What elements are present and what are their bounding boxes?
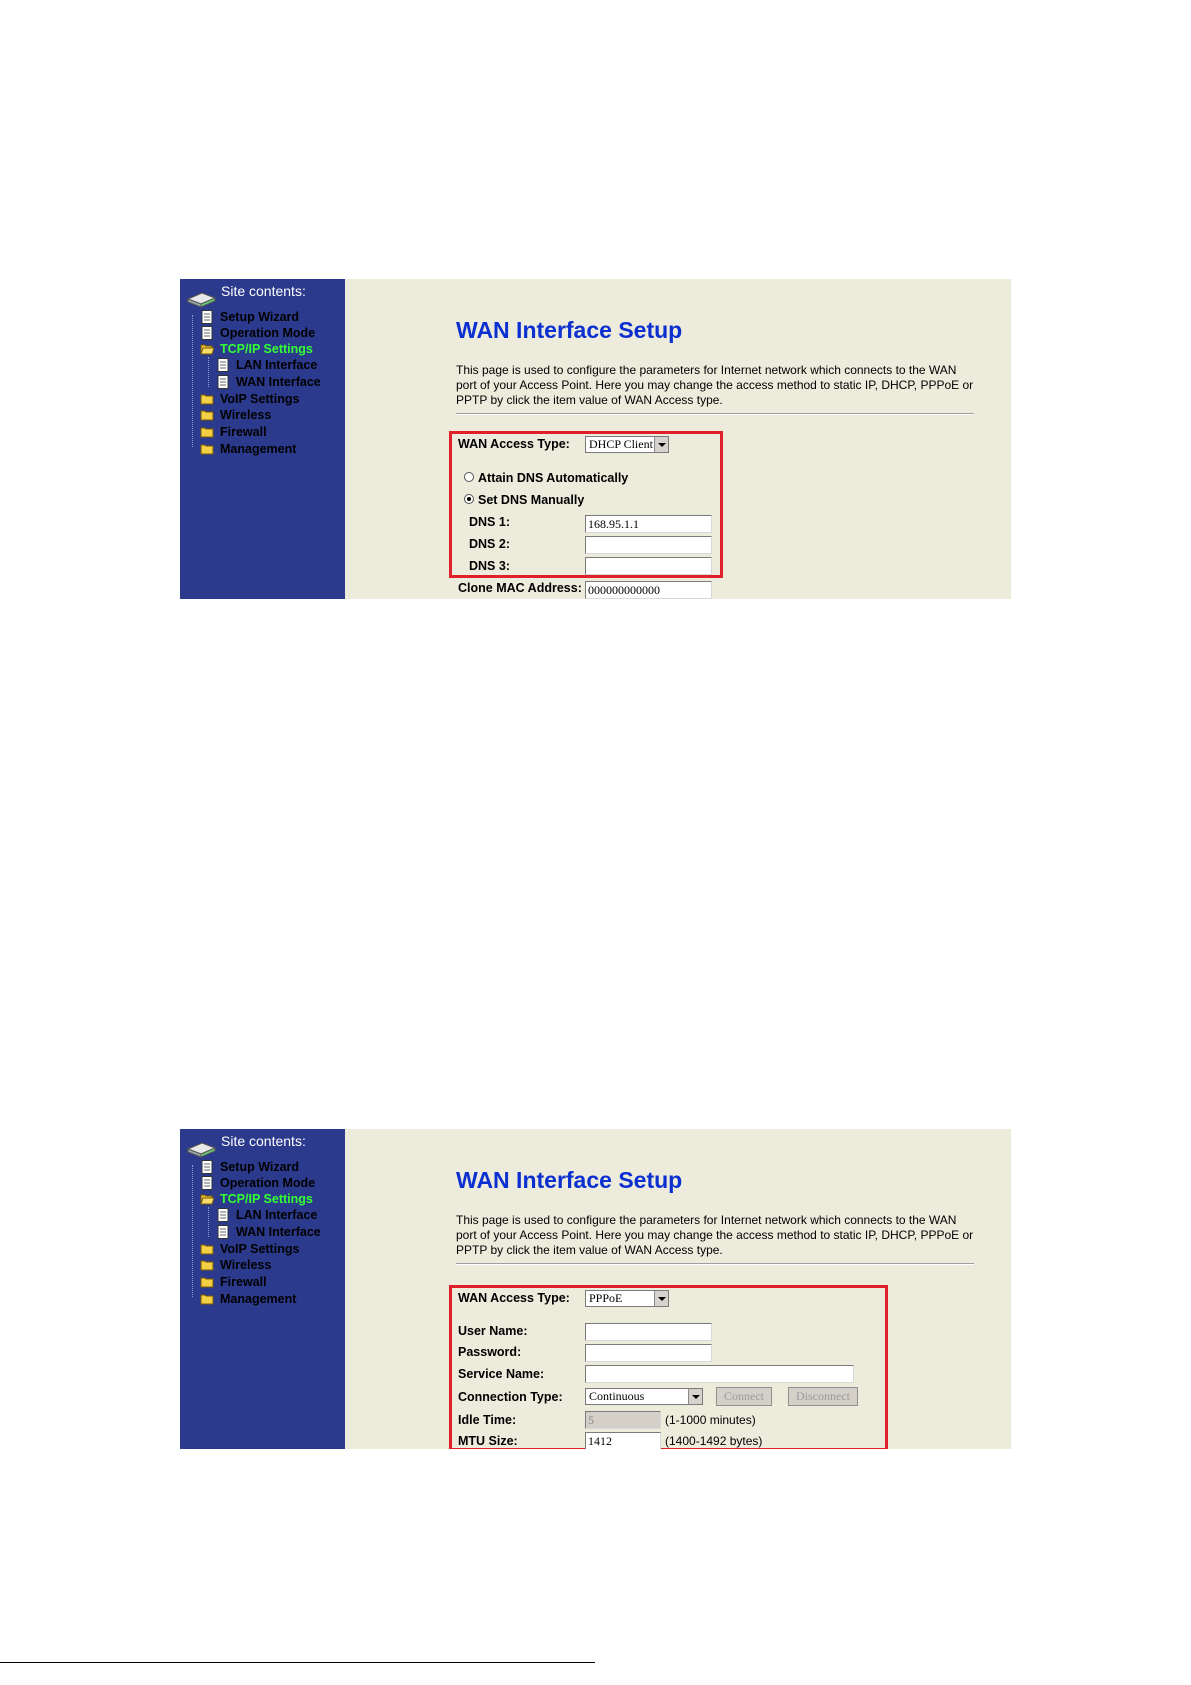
page-description: This page is used to configure the parameters for Internet network which connects to the WAN port of your Access Point. Here you may change the access method to static IP, DHCP, PPPoE or PPTP by click the item value of WAN Access type. xyxy=(456,363,974,407)
sidebar xyxy=(180,279,345,599)
document-icon xyxy=(216,375,230,389)
clone-mac-label: Clone MAC Address: xyxy=(458,581,582,595)
sidebar-item-label: Operation Mode xyxy=(220,326,316,340)
screenshot-pppoe xyxy=(180,1129,1011,1449)
folder-icon xyxy=(200,1258,214,1272)
sidebar-item-label: Setup Wizard xyxy=(220,310,300,324)
sidebar-item-label: Firewall xyxy=(220,1275,267,1289)
document-icon xyxy=(200,310,214,324)
mtu-size-hint: (1400-1492 bytes) xyxy=(665,1434,763,1448)
sidebar-item-label: LAN Interface xyxy=(236,1208,318,1222)
tree-line xyxy=(208,1207,209,1237)
folder-icon xyxy=(200,392,214,406)
sidebar xyxy=(180,1129,345,1449)
sidebar-item-label: Wireless xyxy=(220,408,272,422)
wan-access-type-select[interactable] xyxy=(585,1290,669,1307)
wan-access-type-label: WAN Access Type: xyxy=(458,1291,570,1305)
sidebar-item-label: WAN Interface xyxy=(236,1225,321,1239)
select-value: PPPoE xyxy=(589,1291,623,1305)
sidebar-item-label: Wireless xyxy=(220,1258,272,1272)
document-icon xyxy=(216,1208,230,1222)
folder-icon xyxy=(200,442,214,456)
document-icon xyxy=(216,358,230,372)
attain-dns-radio[interactable] xyxy=(464,472,474,482)
mtu-size-input[interactable] xyxy=(585,1432,661,1449)
password-input[interactable] xyxy=(585,1344,712,1362)
folder-icon xyxy=(200,1242,214,1256)
sidebar-item-label: TCP/IP Settings xyxy=(220,1192,313,1206)
sidebar-nav xyxy=(180,279,345,599)
service-name-input[interactable] xyxy=(585,1365,854,1383)
document-icon xyxy=(200,1160,214,1174)
chevron-down-icon xyxy=(654,437,668,452)
document-icon xyxy=(216,1225,230,1239)
dns1-label: DNS 1: xyxy=(469,515,510,529)
idle-time-hint: (1-1000 minutes) xyxy=(665,1413,756,1427)
screenshot-dhcp-client xyxy=(180,279,1011,599)
connect-button[interactable]: Connect xyxy=(716,1387,772,1406)
folder-icon xyxy=(200,408,214,422)
dns2-input[interactable] xyxy=(585,536,712,554)
sidebar-item-label: Management xyxy=(220,442,297,456)
idle-time-label: Idle Time: xyxy=(458,1413,517,1427)
idle-time-input[interactable] xyxy=(585,1411,661,1429)
folder-icon xyxy=(200,1275,214,1289)
tree-line xyxy=(192,1165,193,1297)
sidebar-item-label: WAN Interface xyxy=(236,375,321,389)
set-dns-radio[interactable] xyxy=(464,494,474,504)
footer-rule xyxy=(0,1662,595,1663)
dns1-input[interactable] xyxy=(585,515,712,533)
wan-access-type-select[interactable] xyxy=(585,436,669,453)
connection-type-label: Connection Type: xyxy=(458,1390,563,1404)
dns3-label: DNS 3: xyxy=(469,559,510,573)
user-name-input[interactable] xyxy=(585,1323,712,1341)
attain-dns-label: Attain DNS Automatically xyxy=(478,471,629,485)
chevron-down-icon xyxy=(688,1389,702,1404)
sidebar-item-label: LAN Interface xyxy=(236,358,318,372)
dns1-value: 168.95.1.1 xyxy=(588,517,639,531)
wan-access-type-label: WAN Access Type: xyxy=(458,437,570,451)
service-name-label: Service Name: xyxy=(458,1367,545,1381)
clone-mac-input[interactable] xyxy=(585,581,712,599)
chevron-down-icon xyxy=(654,1291,668,1306)
sidebar-item-label: Management xyxy=(220,1292,297,1306)
folder-icon xyxy=(200,425,214,439)
divider xyxy=(456,1263,974,1265)
main-content xyxy=(345,1129,1011,1449)
mtu-size-label: MTU Size: xyxy=(458,1434,518,1448)
open-folder-icon xyxy=(200,1192,214,1206)
sidebar-title: Site contents: xyxy=(221,1133,306,1149)
sidebar-item-label: Operation Mode xyxy=(220,1176,316,1190)
open-folder-icon xyxy=(200,342,214,356)
clone-mac-value: 000000000000 xyxy=(588,583,660,597)
sidebar-nav xyxy=(180,1129,345,1449)
sidebar-title: Site contents: xyxy=(221,283,306,299)
sidebar-item-label: VoIP Settings xyxy=(220,392,300,406)
page-description: This page is used to configure the parameters for Internet network which connects to the WAN port of your Access Point. Here you may change the access method to static IP, DHCP, PPPoE or PPTP by click the item value of WAN Access type. xyxy=(456,1213,974,1257)
user-name-label: User Name: xyxy=(458,1324,528,1338)
dns3-input[interactable] xyxy=(585,557,712,575)
page-title: WAN Interface Setup xyxy=(456,317,683,343)
sidebar-item-label: Firewall xyxy=(220,425,267,439)
divider xyxy=(456,413,974,415)
sidebar-item-label: TCP/IP Settings xyxy=(220,342,313,356)
mtu-size-value: 1412 xyxy=(588,1434,612,1448)
password-label: Password: xyxy=(458,1345,522,1359)
document-icon xyxy=(200,326,214,340)
disconnect-button[interactable]: Disconnect xyxy=(788,1387,858,1406)
sidebar-item-label: VoIP Settings xyxy=(220,1242,300,1256)
tree-line xyxy=(192,315,193,447)
page-title: WAN Interface Setup xyxy=(456,1167,683,1193)
tree-line xyxy=(208,357,209,387)
main-content xyxy=(345,279,1011,599)
folder-icon xyxy=(200,1292,214,1306)
select-value: DHCP Client xyxy=(589,437,653,451)
idle-time-value: 5 xyxy=(588,1413,594,1427)
sidebar-item-label: Setup Wizard xyxy=(220,1160,300,1174)
document-icon xyxy=(200,1176,214,1190)
connection-type-select[interactable] xyxy=(585,1388,703,1405)
set-dns-label: Set DNS Manually xyxy=(478,493,585,507)
select-value: Continuous xyxy=(589,1389,645,1403)
dns2-label: DNS 2: xyxy=(469,537,510,551)
